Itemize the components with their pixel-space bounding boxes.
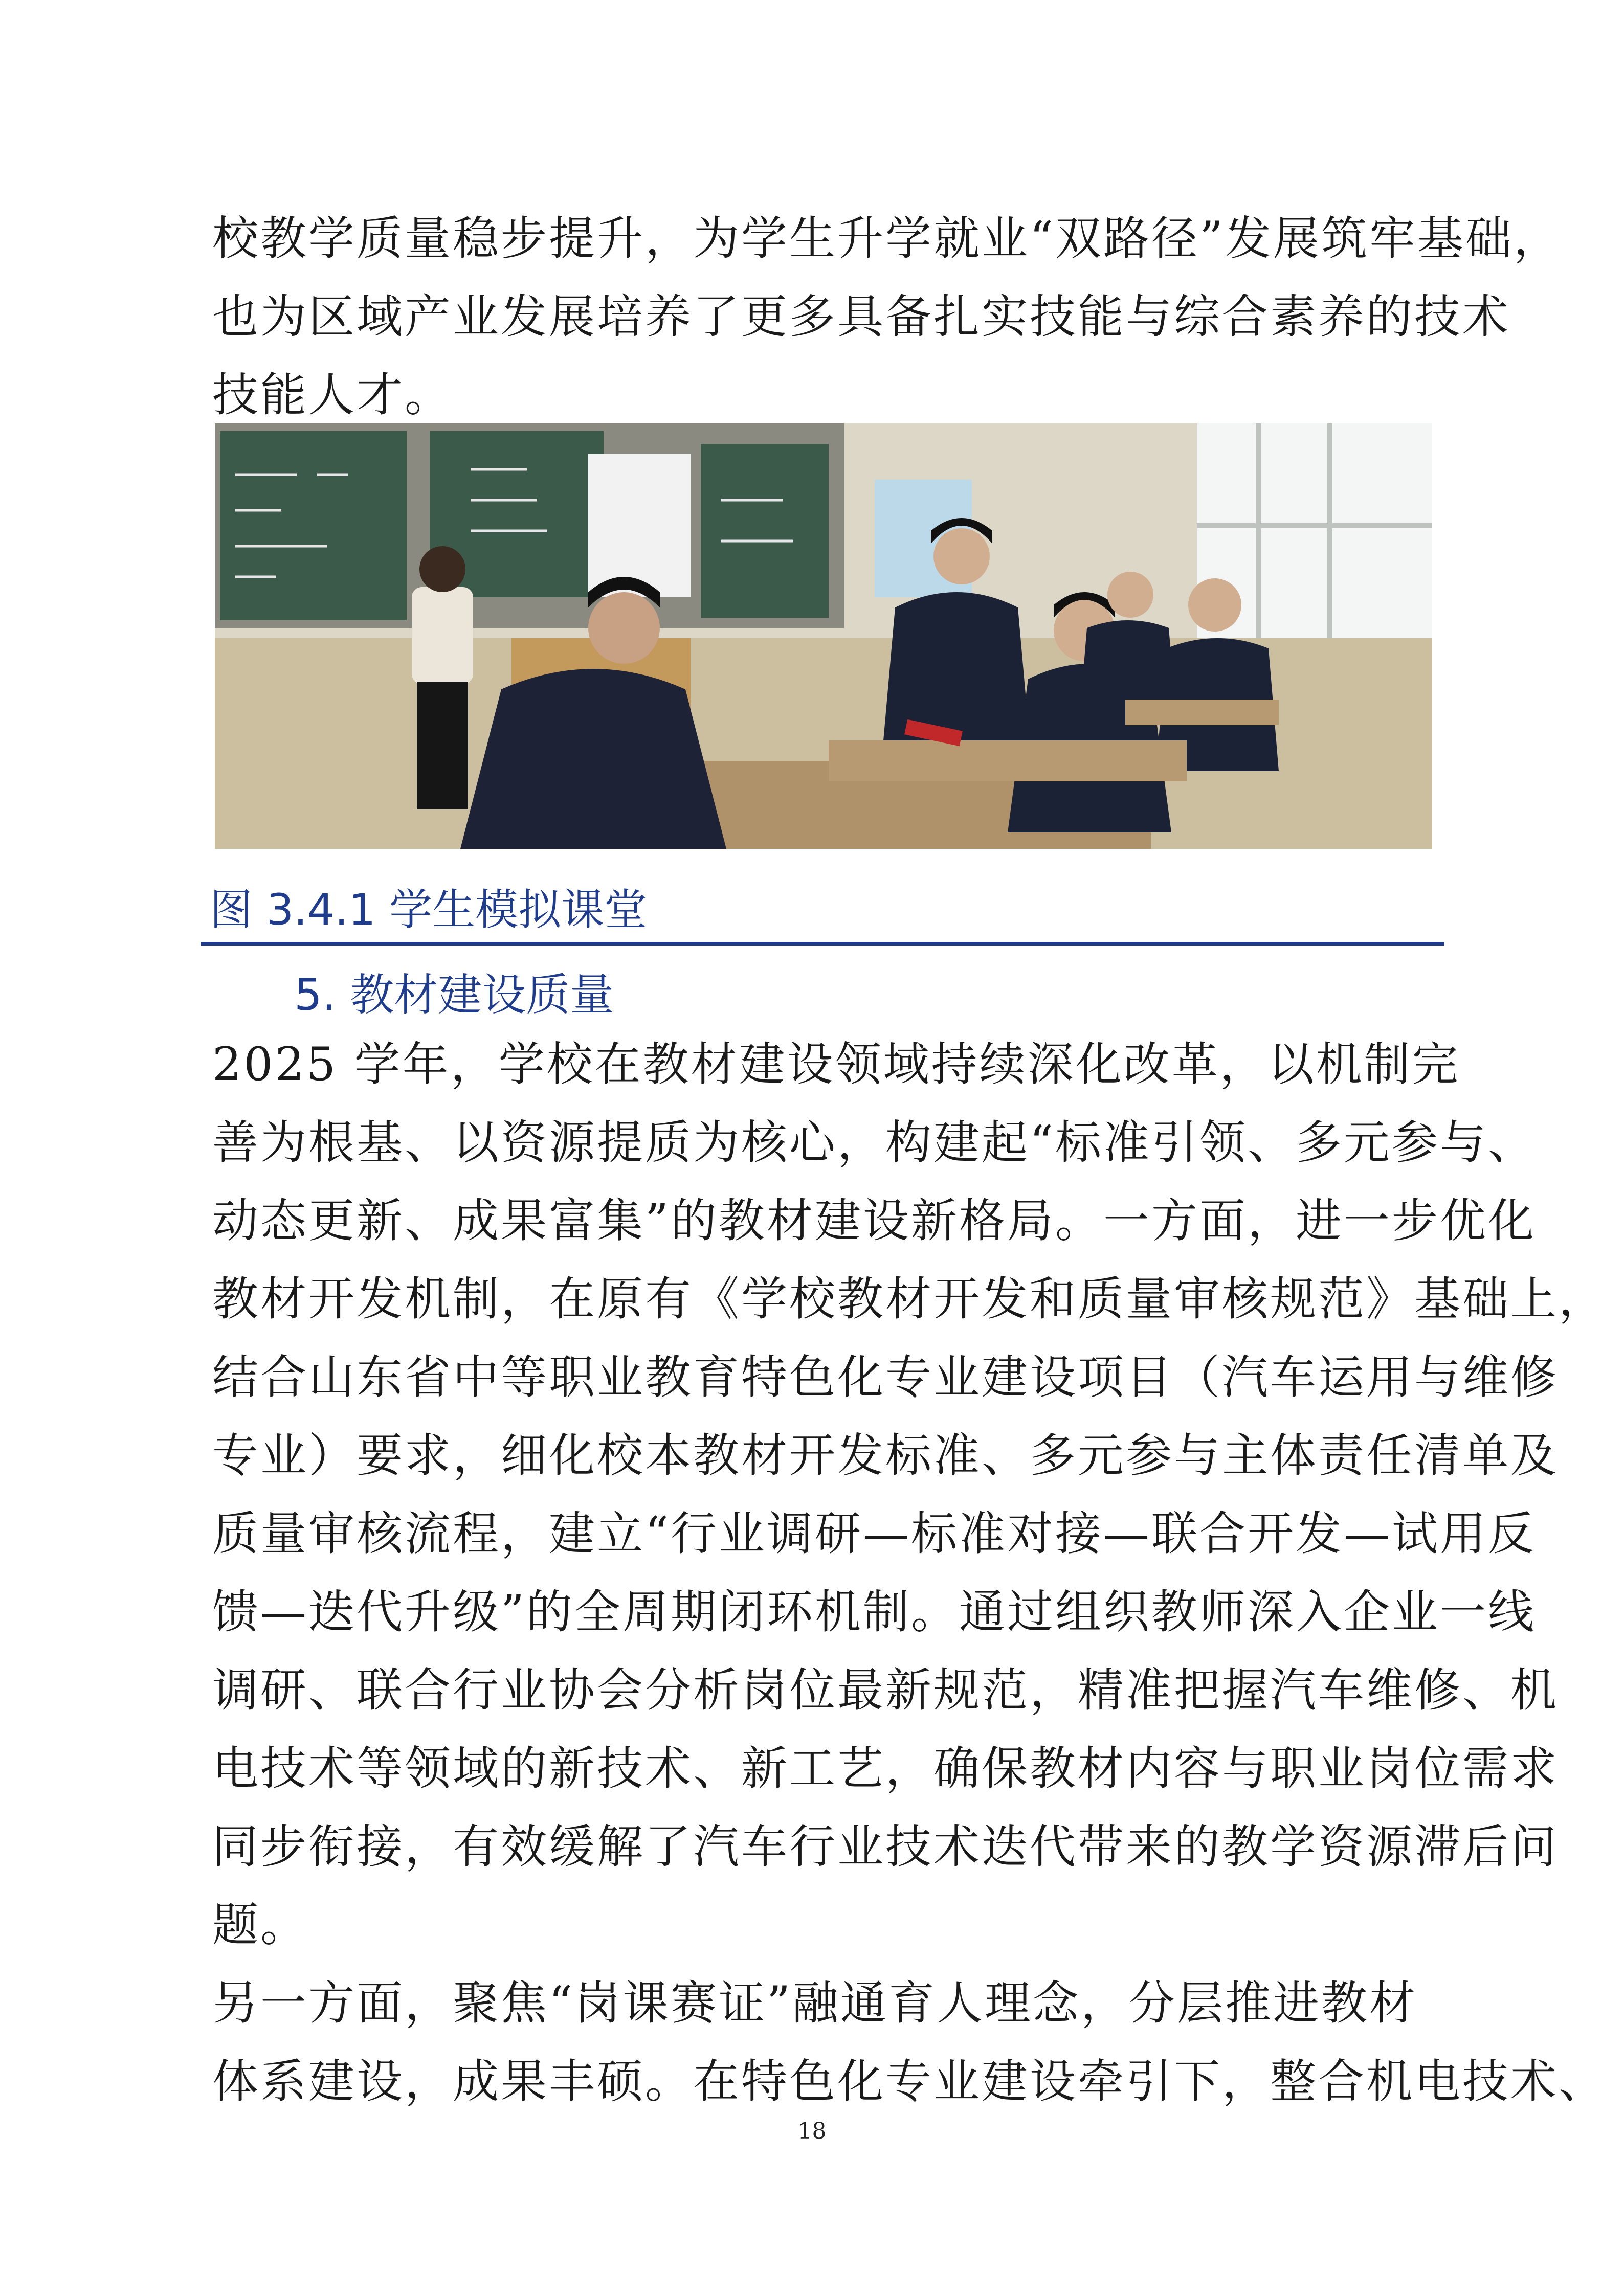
text-line: 校教学质量稳步提升，为学生升学就业“双路径”发展筑牢基础，: [212, 212, 1562, 265]
text-line: 2025 学年，学校在教材建设领域持续深化改革，以机制完: [212, 1038, 1460, 1091]
text-line: 专业）要求，细化校本教材开发标准、多元参与主体责任清单及: [212, 1429, 1559, 1482]
text-line: 结合山东省中等职业教育特色化专业建设项目（汽车运用与维修: [212, 1350, 1559, 1404]
text-line: 善为根基、以资源提质为核心，构建起“标准引领、多元参与、: [212, 1116, 1537, 1169]
text-line: 动态更新、成果富集”的教材建设新格局。一方面，进一步优化: [212, 1194, 1537, 1248]
classroom-photo: [215, 423, 1432, 849]
text-line: 体系建设，成果丰硕。在特色化专业建设牵引下，整合机电技术、: [212, 2055, 1607, 2108]
text-line: 馈—迭代升级”的全周期闭环机制。通过组织教师深入企业一线: [212, 1585, 1537, 1639]
section-heading: 5. 教材建设质量: [294, 970, 614, 1021]
text-line: 调研、联合行业协会分析岗位最新规范，精准把握汽车维修、机: [212, 1663, 1559, 1717]
page-number: 18: [797, 2118, 827, 2144]
text-line: 题。: [212, 1898, 308, 1952]
intro-paragraph: [212, 199, 1562, 434]
text-line: 电技术等领域的新技术、新工艺，确保教材内容与职业岗位需求: [212, 1742, 1559, 1795]
caption-divider: [201, 942, 1444, 946]
text-line: 质量审核流程，建立“行业调研—标准对接—联合开发—试用反: [212, 1507, 1537, 1561]
body-text: [212, 1025, 1607, 2121]
text-line: 另一方面，聚焦“岗课赛证”融通育人理念，分层推进教材: [212, 1976, 1418, 2030]
text-line: 同步衔接，有效缓解了汽车行业技术迭代带来的教学资源滞后问: [212, 1820, 1559, 1874]
text-line: 技能人才。: [212, 368, 453, 422]
figure-caption: 图 3.4.1 学生模拟课堂: [210, 885, 648, 935]
text-line: 也为区域产业发展培养了更多具备扎实技能与综合素养的技术: [212, 290, 1510, 344]
text-line: 教材开发机制，在原有《学校教材开发和质量审核规范》基础上，: [212, 1272, 1607, 1326]
